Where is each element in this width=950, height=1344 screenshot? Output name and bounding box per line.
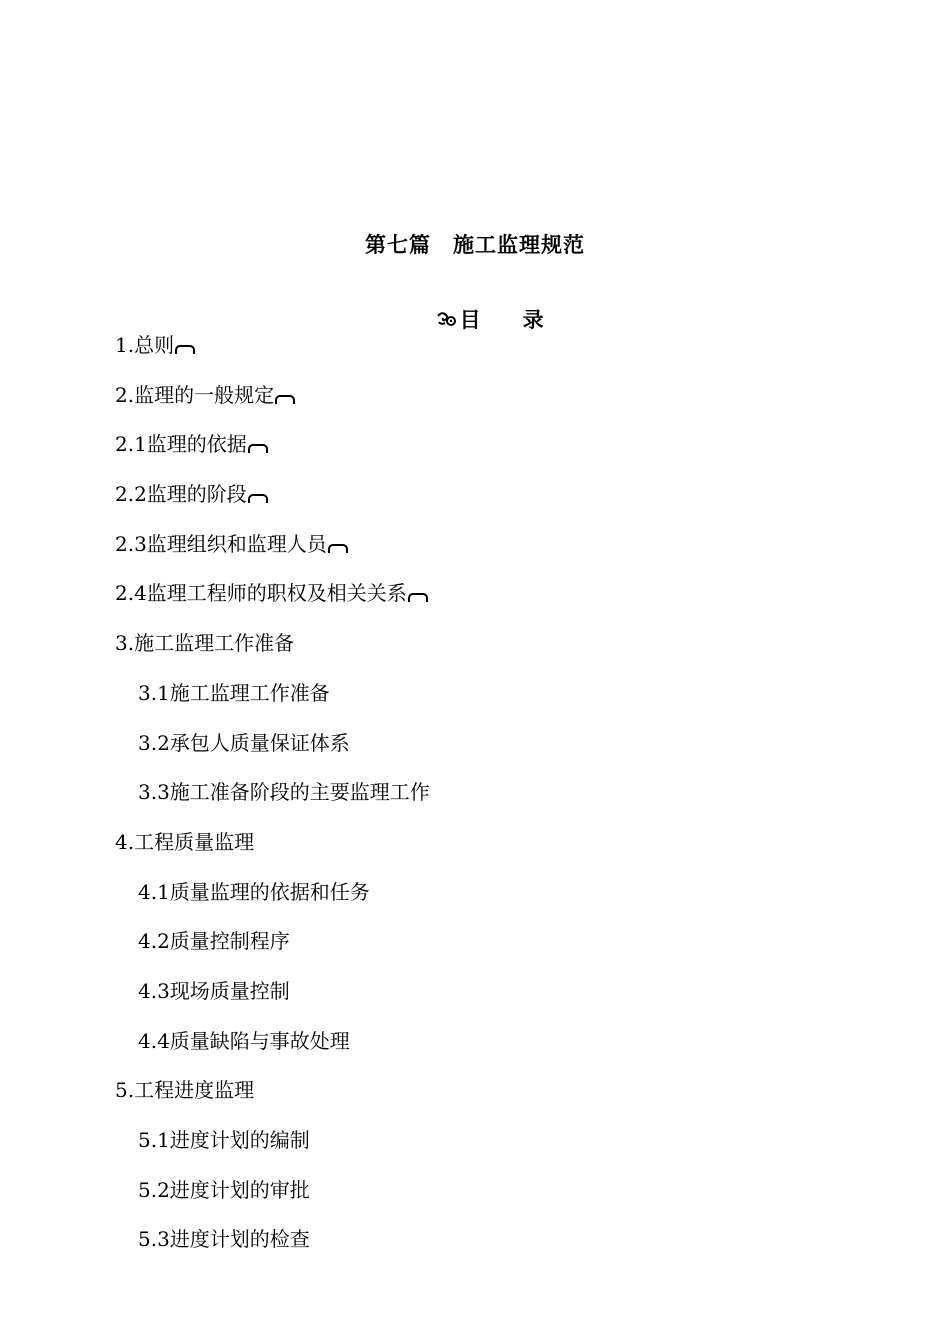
toc-entry-label: 2.3监理组织和监理人员 <box>115 531 327 556</box>
toc-entry-label: 3.施工监理工作准备 <box>115 631 295 656</box>
toc-entry[interactable] <box>115 977 430 1027</box>
toc-entry-label: 2.监理的一般规定 <box>115 382 275 407</box>
toc-entry-label: 3.2承包人质量保证体系 <box>138 730 350 755</box>
toc-entry-label: 2.1监理的依据 <box>115 432 247 457</box>
toc-entry-label: 2.4监理工程师的职权及相关关系 <box>115 581 407 606</box>
bracket-mark-icon <box>248 444 268 453</box>
toc-entry[interactable] <box>115 828 430 878</box>
toc-entry[interactable] <box>115 1076 430 1126</box>
toc-entry[interactable] <box>115 530 430 580</box>
toc-heading-text: 目 录 <box>459 308 544 332</box>
toc-entry[interactable] <box>115 927 430 977</box>
toc-entry-label: 2.2监理的阶段 <box>115 482 247 507</box>
toc-entry[interactable] <box>115 1126 430 1176</box>
toc-entry[interactable] <box>115 579 430 629</box>
toc-entry-label: 5.工程进度监理 <box>115 1078 255 1103</box>
toc-entry-label: 3.1施工监理工作准备 <box>138 680 330 705</box>
toc-entry-label: 1.总则 <box>115 333 175 357</box>
part-title: 第七篇 施工监理规范 <box>365 233 585 257</box>
toc-entry-label: 3.3施工准备阶段的主要监理工作 <box>138 780 430 805</box>
toc-entry[interactable] <box>115 729 430 779</box>
toc-entry-label: 5.1进度计划的编制 <box>138 1128 310 1152</box>
toc-entry-label: 4.2质量控制程序 <box>138 929 290 954</box>
toc-entry[interactable] <box>115 430 430 480</box>
toc-entry[interactable] <box>115 778 430 828</box>
toc-entry[interactable] <box>115 1027 430 1077</box>
toc-entry-label: 4.工程质量监理 <box>115 829 255 854</box>
bracket-mark-icon <box>248 494 268 503</box>
toc-entry[interactable] <box>115 878 430 928</box>
toc-entry[interactable] <box>115 480 430 530</box>
toc-entry[interactable] <box>115 629 430 679</box>
toc-entry[interactable] <box>115 1176 430 1226</box>
toc-list <box>115 331 430 1275</box>
bracket-mark-icon <box>328 544 348 553</box>
bracket-mark-icon <box>175 345 195 354</box>
bracket-mark-icon <box>408 593 428 602</box>
toc-entry-label: 4.3现场质量控制 <box>138 978 290 1003</box>
toc-entry[interactable] <box>115 381 430 431</box>
toc-entry[interactable] <box>115 331 430 381</box>
toc-entry-label: 5.3进度计划的检查 <box>138 1227 310 1252</box>
toc-entry-label: 5.2进度计划的审批 <box>138 1177 310 1202</box>
swirl-mark-icon <box>436 308 458 330</box>
toc-entry[interactable] <box>115 679 430 729</box>
bracket-mark-icon <box>275 395 295 404</box>
toc-entry[interactable] <box>115 1225 430 1275</box>
toc-entry-label: 4.4质量缺陷与事故处理 <box>138 1028 350 1053</box>
toc-entry-label: 4.1质量监理的依据和任务 <box>138 879 370 904</box>
